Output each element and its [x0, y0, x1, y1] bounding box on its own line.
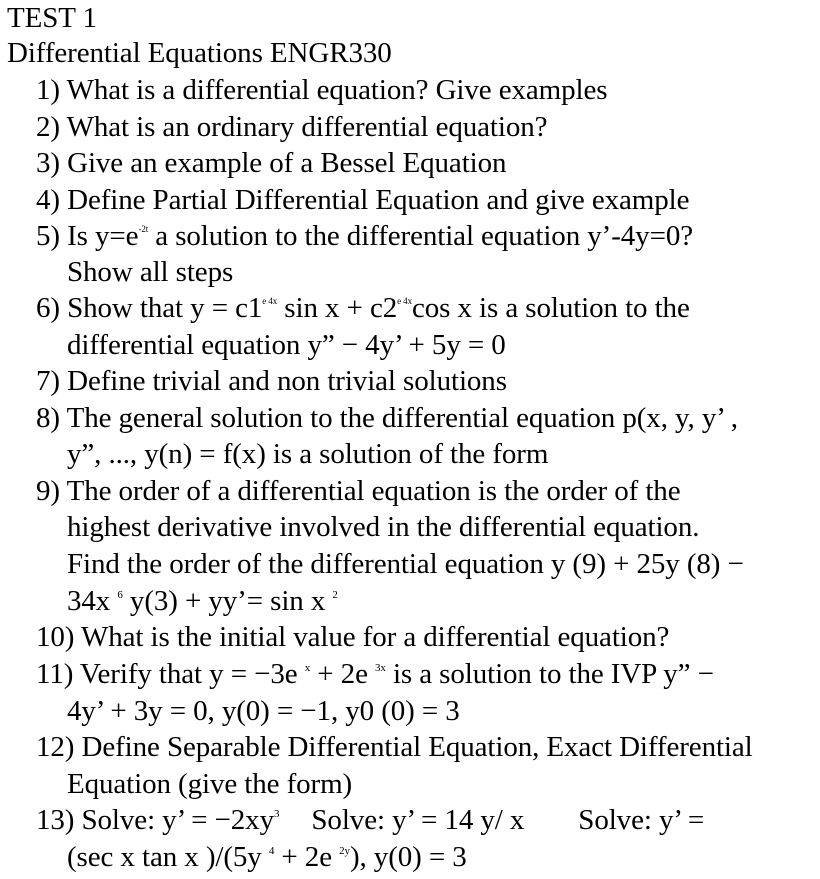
question-13-exponent-1: 3: [274, 808, 280, 820]
question-12-continued: Equation (give the form): [67, 768, 353, 800]
question-9-continued-1: highest derivative involved in the differential equation.: [67, 511, 700, 543]
question-9-exponent-2: 2: [332, 589, 338, 601]
question-5-text-b: a solution to the differential equation y’-4y=0?: [148, 220, 693, 252]
question-5: [36, 218, 693, 254]
question-13-text-a3: Solve: y’ =: [578, 804, 705, 836]
question-5-text-a: 5) Is y=e: [36, 220, 139, 252]
question-8-continued: y”, ..., y(n) = f(x) is a solution of the form: [67, 438, 549, 470]
question-3: 3) Give an example of a Bessel Equation: [36, 147, 507, 179]
question-9: 9) The order of a differential equation is the order of the: [36, 475, 681, 507]
question-13-continued: [67, 839, 467, 875]
test-heading: TEST 1: [7, 2, 97, 34]
question-4: 4) Define Partial Differential Equation and give example: [36, 184, 690, 216]
question-11-exponent-2: 3x: [375, 662, 386, 674]
question-11-text-a2: + 2e: [310, 658, 375, 690]
question-11-continued: 4y’ + 3y = 0, y(0) = −1, y0 (0) = 3: [67, 695, 460, 727]
course-title: Differential Equations ENGR330: [7, 37, 392, 69]
question-9-exponent-1: 6: [117, 589, 123, 601]
question-6-text-b: sin x + c2: [277, 292, 398, 324]
question-12: 12) Define Separable Differential Equation, Exact Differential: [36, 731, 753, 763]
question-13-text-b3: ), y(0) = 3: [349, 841, 467, 873]
question-5-continued: Show all steps: [67, 256, 234, 288]
question-2: 2) What is an ordinary differential equation?: [36, 111, 548, 143]
question-6-text-a: 6) Show that y = c1: [36, 292, 263, 324]
question-6-text-c: cos x is a solution to the: [412, 292, 690, 324]
question-5-exponent: -2t: [138, 224, 149, 234]
question-13-exponent-2: 4: [268, 845, 275, 857]
question-9-text-d2: y(3) + yy’= sin x: [122, 585, 333, 617]
question-11-text-a3: is a solution to the IVP y” −: [385, 658, 714, 690]
question-9-continued-2: Find the order of the differential equation y (9) + 25y (8) −: [67, 548, 744, 580]
question-6-continued: differential equation y” − 4y’ + 5y = 0: [67, 329, 506, 361]
question-7: 7) Define trivial and non trivial solutions: [36, 365, 507, 397]
question-11-exponent-1: x: [304, 662, 311, 674]
question-9-continued-3: [67, 583, 338, 619]
question-6-exponent-2: e 4x: [397, 296, 412, 306]
question-8: 8) The general solution to the differential equation p(x, y, y’ ,: [36, 402, 738, 434]
question-13: [36, 802, 704, 838]
question-13-text-a2: Solve: y’ = 14 y/ x: [311, 804, 525, 836]
question-11-text-a1: 11) Verify that y = −3e: [36, 658, 305, 690]
question-13-exponent-3: 2y: [339, 845, 350, 857]
question-9-text-d1: 34x: [67, 585, 118, 617]
question-6-exponent-1: e 4x: [262, 296, 278, 306]
question-11: [36, 656, 714, 692]
question-13-text-b1: (sec x tan x )/(5y: [67, 841, 269, 873]
question-1: 1) What is a differential equation? Give examples: [36, 74, 608, 106]
question-13-text-a1: 13) Solve: y’ = −2xy: [36, 804, 274, 836]
question-13-text-b2: + 2e: [274, 841, 340, 873]
question-6: [36, 290, 690, 326]
question-10: 10) What is the initial value for a differential equation?: [36, 621, 670, 653]
